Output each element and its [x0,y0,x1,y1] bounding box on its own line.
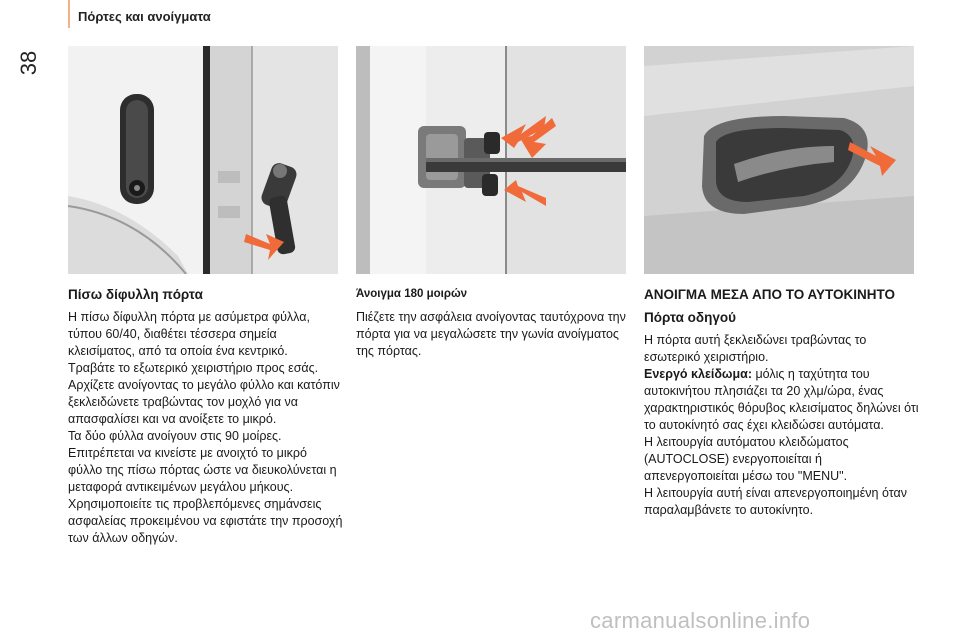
section-header: Πόρτες και ανοίγματα [78,9,211,24]
rear-door-illustration [68,46,338,274]
interior-handle-illustration-box [644,46,914,274]
paragraph: Τραβάτε το εξωτερικό χειριστήριο προς εσάς. [68,361,319,375]
interior-handle-illustration [644,46,914,274]
hinge-illustration [356,46,626,274]
paragraph: Αρχίζετε ανοίγοντας το μεγάλο φύλλο και κατόπιν ξεκλειδώνετε τραβώντας τον μοχλό για να απασφαλίσει και να ανοίξετε το μικρό. [68,378,340,426]
rear-door-section [68,286,343,547]
paragraph: Η πίσω δίφυλλη πόρτα με ασύμετρα φύλλα, τύπου 60/40, διαθέτει τέσσερα σημεία κλεισίματος, από τα οποία ένα κεντρικό. [68,310,310,358]
active-lock-text: μόλις η ταχύτητα του αυτοκινήτου πλησιάζει τα 20 χλμ/ώρα, ένας χαρακτηριστικός θόρυβος κλεισίματος δηλώνει ότι το αυτοκίνητό σας έχει κλειδώσει αυτόματα. [644,367,919,432]
opening-180-caption: Άνοιγμα 180 μοιρών [356,288,468,300]
watermark: carmanualsonline.info [590,608,811,633]
page-number: 38 [16,50,41,76]
paragraph: Η πόρτα αυτή ξεκλειδώνει τραβώντας το εσωτερικό χειριστήριο. [644,333,867,364]
interior-opening-heading: ΑΝΟΙΓΜΑ ΜΕΣΑ ΑΠΟ ΤΟ ΑΥΤΟΚΙΝΗΤΟ [644,287,895,302]
paragraph: Τα δύο φύλλα ανοίγουν στις 90 μοίρες. [68,429,282,443]
paragraph: Πιέζετε την ασφάλεια ανοίγοντας ταυτόχρονα την πόρτα για να μεγαλώσετε την γωνία ανοίγματος της πόρτας. [356,310,626,358]
rear-door-heading: Πίσω δίφυλλη πόρτα [68,287,203,302]
door-hinge-illustration [356,46,626,274]
active-lock-label: Ενεργό κλείδωμα: [644,367,752,381]
paragraph: Η λειτουργία αυτή είναι απενεργοποιημένη όταν παραλαμβάνετε το αυτοκίνητο. [644,486,907,517]
paragraph: Η λειτουργία αυτόματου κλειδώματος (AUTOCLOSE) ενεργοποιείται ή απενεργοποιείται μέσω του "MENU". [644,435,849,483]
header-accent-bar [68,0,70,28]
opening-180-section [356,286,631,360]
paragraph: Επιτρέπεται να κινείστε με ανοιχτό το μικρό φύλλο της πίσω πόρτας ώστε να διευκολύνεται η μεταφορά αντικειμένων μεγάλου μήκους. Χρησιμοποιείτε τις προβλεπόμενες σημάνσεις ασφαλείας προκειμένου να εφιστάτε την προσοχή των άλλων οδηγών. [68,446,343,545]
active-lock-paragraph [644,366,919,434]
interior-opening-section [644,286,919,519]
driver-door-subheading: Πόρτα οδηγού [644,310,736,325]
door-handle-illustration [68,46,338,274]
